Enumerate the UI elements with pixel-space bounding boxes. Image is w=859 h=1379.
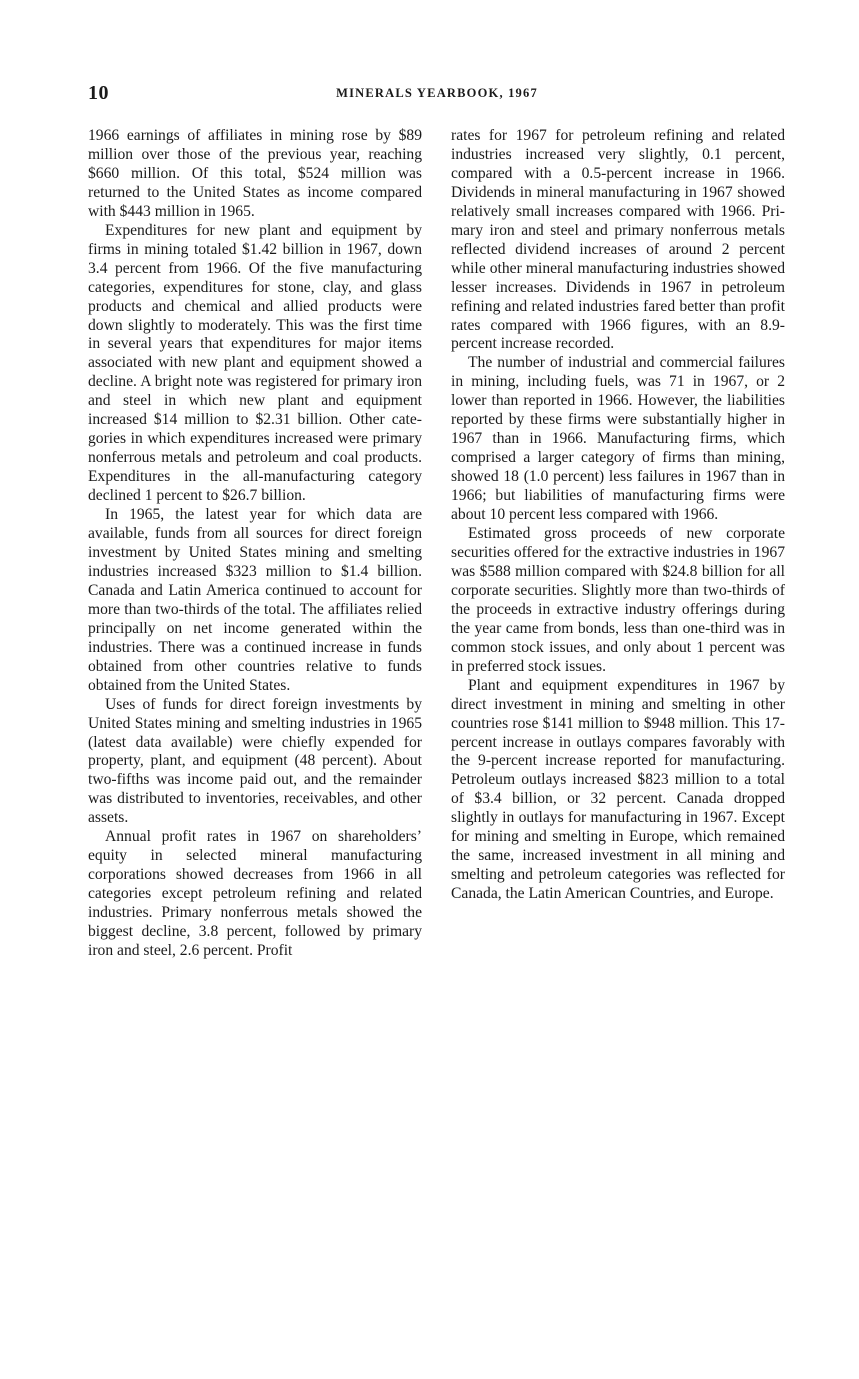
paragraph: Expenditures for new plant and equipment by firms in mining totaled $1.42 billion in 1967, down 3.4 percent from 1966. Of the five manufacturing categories, expenditures for stone, clay, and glass products and chemical and allied products were down slightly to moderately. This was the first time in several years that expenditures for major items associated with new plant and equipment showed a decline. A bright note was registered for primary iron and steel in which new plant and equipment increased $14 million to $2.31 billion. Other categories in which expenditures increased were primary nonferrous metals and petroleum and coal products. Expenditures in the all-manufacturing category declined 1 percent to $26.7 billion. <box>88 221 422 505</box>
paragraph: rates for 1967 for petroleum refining and related industries increased very slightly, 0.1 percent, compared with a 0.5-percent increase in 1966. Dividends in mineral manufacturing in 1967 showed relatively small increases compared with 1966. Primary iron and steel and primary nonferrous metals reflected dividend increases of around 2 percent while other mineral manufacturing industries showed lesser increases. Dividends in 1967 in petroleum refining and related industries fared better than profit rates compared with 1966 figures, with an 8.9-percent increase recorded. <box>451 127 785 353</box>
paragraph: The number of industrial and commercial failures in mining, including fuels, was 71 in 1967, or 2 lower than reported in 1966. However, the liabilities reported by these firms were substantially higher in 1967 than in 1966. Manufacturing firms, which comprised a larger category of firms than mining, showed 18 (1.0 percent) less failures in 1967 than in 1966; but liabilities of manufacturing firms were about 10 percent less compared with 1966. <box>451 354 785 524</box>
paragraph: In 1965, the latest year for which data are available, funds from all sources for direct foreign investment by United States mining and smelting industries increased $323 million to $1.4 billion. Canada and Latin America continued to account for more than two-thirds of the total. The affiliates relied principally on net income generated within the industries. There was a continued increase in funds obtained from other countries relative to funds obtained from the United States. <box>88 506 422 694</box>
page-number: 10 <box>88 82 109 104</box>
running-title: MINERALS YEARBOOK, 1967 <box>336 86 538 100</box>
paragraph: 1966 earnings of affiliates in mining rose by $89 million over those of the previous year, reaching $660 million. Of this total, $524 million was returned to the United States as income compared with $443 million in 1965. <box>88 127 422 220</box>
left-column <box>88 127 422 961</box>
paragraph: Annual profit rates in 1967 on shareholders’ equity in selected mineral manufacturing corporations showed decreases from 1966 in all categories except petroleum refining and related industries. Primary nonferrous metals showed the biggest decline, 3.8 percent, followed by primary iron and steel, 2.6 percent. Profit <box>88 828 422 959</box>
paragraph: Plant and equipment expenditures in 1967 by direct investment in mining and smelting in other countries rose $141 million to $948 million. This 17-percent increase in outlays compares favorably with the 9-percent increase reported for manufacturing. Petroleum outlays increased $823 million to a total of $3.4 billion, or 32 percent. Canada dropped slightly in outlays for manufacturing in 1967. Except for mining and smelting in Europe, which remained the same, increased investment in all mining and smelting and petroleum categories was reflected for Canada, the Latin American Countries, and Europe. <box>451 676 785 903</box>
page-header <box>88 82 786 108</box>
right-column <box>451 127 785 904</box>
paragraph: Uses of funds for direct foreign investments by United States mining and smelting industries in 1965 (latest data available) were chiefly expended for property, plant, and equipment (48 percent). About two-fifths was income paid out, and the remainder was distributed to inventories, receivables, and other assets. <box>88 695 422 827</box>
paragraph: Estimated gross proceeds of new corporate securities offered for the extractive industries in 1967 was $588 million compared with $24.8 billion for all corporate securities. Slightly more than two-thirds of the proceeds in extractive industry offerings during the year came from bonds, less than one-third was in common stock issues, and only about 1 percent was in preferred stock issues. <box>451 525 785 675</box>
